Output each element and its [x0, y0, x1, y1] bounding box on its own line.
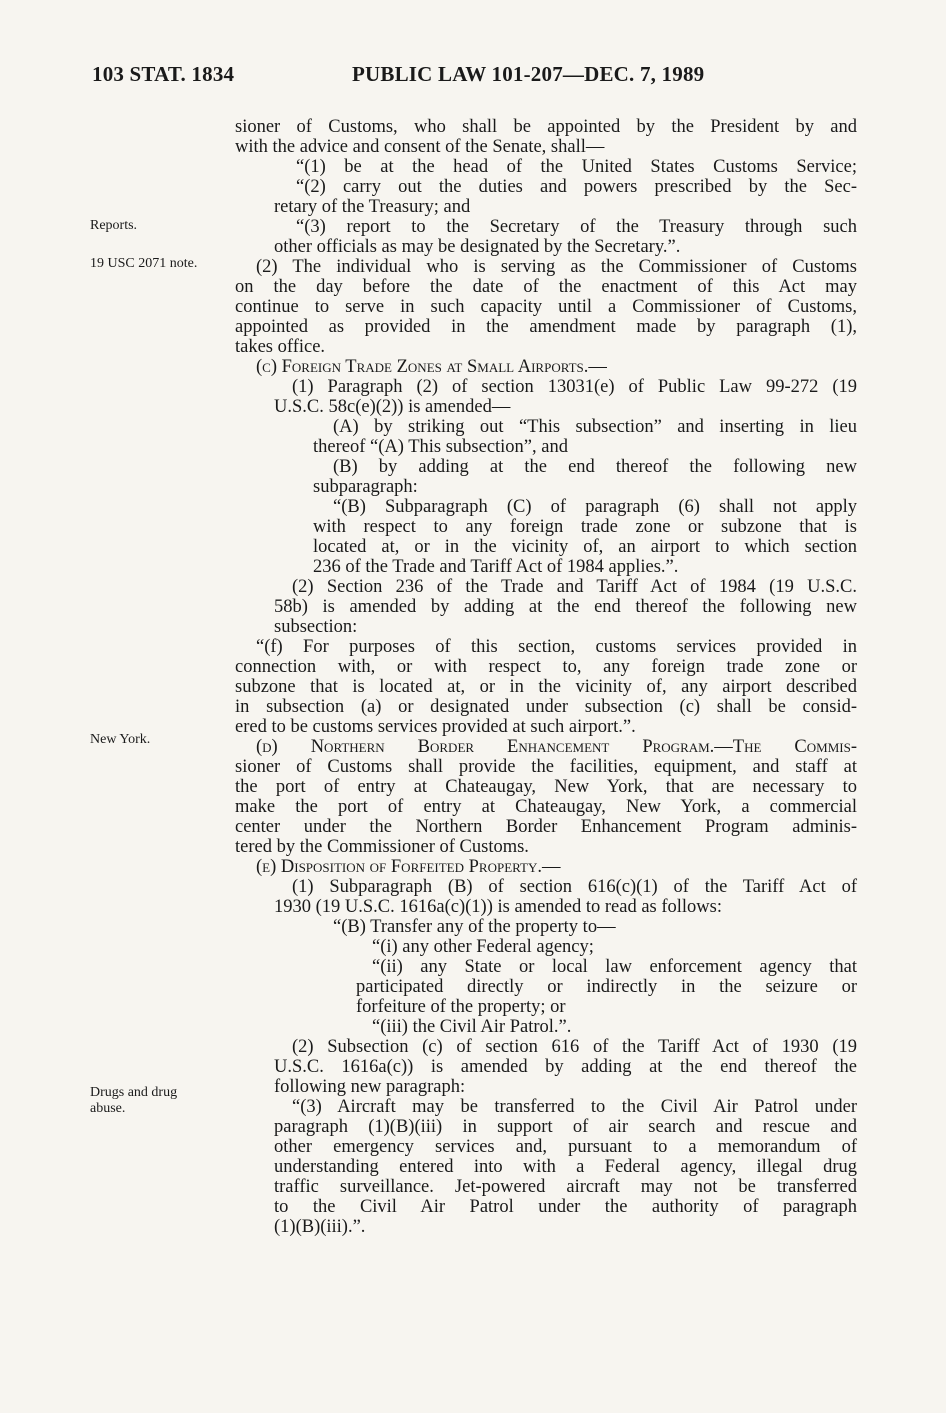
text-line: “(2) carry out the duties and powers prescribed by the Sec- — [296, 177, 857, 197]
text-line: tered by the Commissioner of Customs. — [235, 837, 529, 857]
text-line: retary of the Treasury; and — [274, 197, 471, 217]
text-line: center under the Northern Border Enhancement Program adminis- — [235, 817, 857, 837]
text-line: make the port of entry at Chateaugay, New York, a commercial — [235, 797, 857, 817]
text-line: (2) Section 236 of the Trade and Tariff Act of 1984 (19 U.S.C. — [292, 577, 857, 597]
text-line: the port of entry at Chateaugay, New York, that are necessary to — [235, 777, 857, 797]
text-line: understanding entered into with a Federal agency, illegal drug — [274, 1157, 857, 1177]
text-line: subsection: — [274, 617, 358, 637]
text-line: forfeiture of the property; or — [356, 997, 566, 1017]
text-line: “(1) be at the head of the United States Customs Service; — [296, 157, 857, 177]
text-line: paragraph (1)(B)(iii) in support of air search and rescue and — [274, 1117, 857, 1137]
section-heading: (e) Disposition of Forfeited Property.— — [256, 857, 561, 877]
section-heading: (c) Foreign Trade Zones at Small Airports.— — [256, 357, 607, 377]
text-line: 1930 (19 U.S.C. 1616a(c)(1)) is amended to read as follows: — [274, 897, 723, 917]
text-line: on the day before the date of the enactment of this Act may — [235, 277, 857, 297]
text-line: (1)(B)(iii).”. — [274, 1217, 366, 1237]
margin-note-new-york: New York. — [90, 732, 151, 747]
text-line: (1) Paragraph (2) of section 13031(e) of Public Law 99-272 (19 — [292, 377, 857, 397]
text-line: connection with, or with respect to, any foreign trade zone or — [235, 657, 857, 677]
page-stat-number: 103 STAT. 1834 — [92, 62, 235, 86]
text-line: participated directly or indirectly in the seizure or — [356, 977, 857, 997]
text-line: U.S.C. 1616a(c)) is amended by adding at the end thereof the — [274, 1057, 857, 1077]
text-line: “(ii) any State or local law enforcement agency that — [372, 957, 857, 977]
text-line: “(i) any other Federal agency; — [372, 937, 594, 957]
text-line: thereof “(A) This subsection”, and — [313, 437, 568, 457]
text-line: takes office. — [235, 337, 326, 357]
text-line: (2) The individual who is serving as the Commissioner of Customs — [256, 257, 857, 277]
text-line: (B) by adding at the end thereof the following new — [333, 457, 857, 477]
text-line: traffic surveillance. Jet-powered aircraft may not be transferred — [274, 1177, 857, 1197]
text-line: “(B) Subparagraph (C) of paragraph (6) shall not apply — [333, 497, 857, 517]
text-line: U.S.C. 58c(e)(2)) is amended— — [274, 397, 511, 417]
text-line: “(f) For purposes of this section, customs services provided in — [256, 637, 857, 657]
text-line: ered to be customs services provided at such airport.”. — [235, 717, 636, 737]
text-line: 236 of the Trade and Tariff Act of 1984 applies.”. — [313, 557, 679, 577]
text-line: “(B) Transfer any of the property to— — [333, 917, 616, 937]
text-line: in subsection (a) or designated under subsection (c) shall be consid- — [235, 697, 857, 717]
text-line: “(3) report to the Secretary of the Treasury through such — [296, 217, 857, 237]
text-line: (A) by striking out “This subsection” and inserting in lieu — [333, 417, 857, 437]
text-line: other officials as may be designated by the Secretary.”. — [274, 237, 681, 257]
text-line: sioner of Customs, who shall be appointed by the President by and — [235, 117, 857, 137]
text-line: other emergency services and, pursuant to a memorandum of — [274, 1137, 857, 1157]
text-line: 58b) is amended by adding at the end thereof the following new — [274, 597, 857, 617]
text-line: appointed as provided in the amendment made by paragraph (1), — [235, 317, 857, 337]
text-line: “(3) Aircraft may be transferred to the Civil Air Patrol under — [292, 1097, 857, 1117]
text-line: to the Civil Air Patrol under the authority of paragraph — [274, 1197, 857, 1217]
page-title: PUBLIC LAW 101-207—DEC. 7, 1989 — [352, 62, 705, 86]
text-line: (1) Subparagraph (B) of section 616(c)(1) of the Tariff Act of — [292, 877, 857, 897]
text-line: with the advice and consent of the Senate, shall— — [235, 137, 605, 157]
section-heading: (d) Northern Border Enhancement Program.—The Commis- — [256, 737, 857, 757]
text-line: following new paragraph: — [274, 1077, 466, 1097]
text-line: located at, or in the vicinity of, an airport to which section — [313, 537, 857, 557]
margin-note-usc: 19 USC 2071 note. — [90, 256, 198, 271]
text-line: continue to serve in such capacity until a Commissioner of Customs, — [235, 297, 857, 317]
text-line: sioner of Customs shall provide the facilities, equipment, and staff at — [235, 757, 857, 777]
text-line: with respect to any foreign trade zone or subzone that is — [313, 517, 857, 537]
margin-note-drugs: Drugs and drug abuse. — [90, 1085, 178, 1116]
text-line: subparagraph: — [313, 477, 418, 497]
text-line: subzone that is located at, or in the vicinity of, any airport described — [235, 677, 857, 697]
text-line: “(iii) the Civil Air Patrol.”. — [372, 1017, 572, 1037]
margin-note-reports: Reports. — [90, 218, 138, 233]
text-line: (2) Subsection (c) of section 616 of the Tariff Act of 1930 (19 — [292, 1037, 857, 1057]
